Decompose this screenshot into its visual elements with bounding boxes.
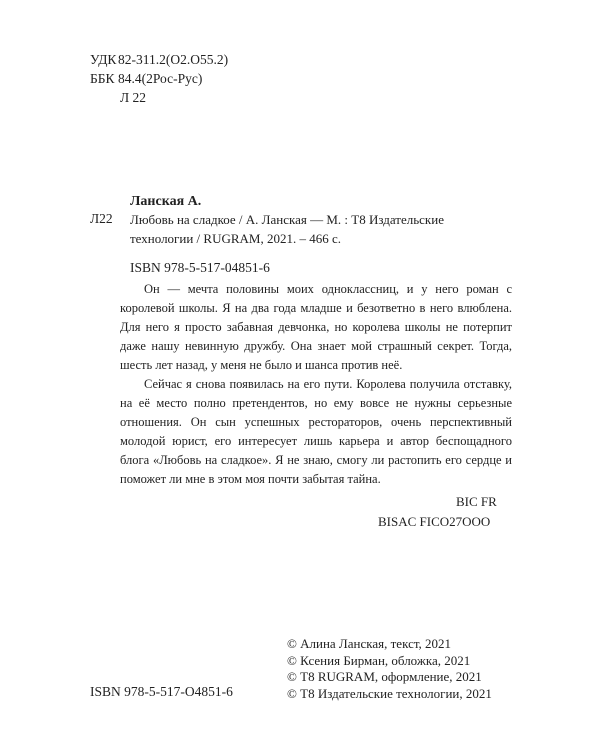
bbk-code: 84.4(2Рос-Рус)	[118, 71, 203, 86]
udk-row	[90, 50, 228, 69]
copyright-line: © Т8 RUGRAM, оформление, 2021	[287, 669, 482, 684]
author-mark: Л 22	[120, 90, 147, 105]
bisac-code: BISAC FICO27OOO	[378, 514, 491, 529]
annotation-paragraph-2: Сейчас я снова появилась на его пути. Королева получила отставку, на её место полно претендентов, но ему вовсе не нужны серьезные отношения. Он сын успешных рестораторов, очень перспективный молодой юрист, его интересует лишь карьера и автор беспощадного блога «Любовь на сладкое». Я не знаю, смогу ли растопить его сердце и поможет ли мне в этом моя почти забытая тайна.	[120, 377, 512, 486]
bbk-row	[90, 69, 228, 88]
isbn-main: ISBN 978-5-517-04851-6	[130, 260, 270, 275]
copyright-line: © Т8 Издательские технологии, 2021	[287, 685, 492, 701]
annotation	[120, 280, 512, 489]
author-name: Ланская А.	[130, 194, 202, 209]
udk-code: 82-311.2(O2.O55.2)	[118, 52, 229, 67]
copyright-line: © Алина Ланская, текст, 2021	[287, 636, 452, 651]
isbn-bottom: ISBN 978-5-517-O4851-6	[90, 684, 233, 699]
bibliographic-entry: Любовь на сладкое / А. Ланская — М. : Т8 Издательские технологии / RUGRAM, 2021. – 466 с.	[130, 212, 444, 246]
copyright-block	[287, 636, 492, 702]
classification-block	[90, 50, 228, 107]
bic-code: BIC FR	[456, 494, 497, 509]
call-number: Л22	[90, 211, 113, 226]
bbk-label: ББК	[90, 71, 115, 86]
copyright-line: © Ксения Бирман, обложка, 2021	[287, 652, 471, 668]
annotation-paragraph-1: Он — мечта половины моих одноклассниц, и у него роман с королевой школы. Я на два года младше и безответно в него влюблена. Для него я просто забавная девчонка, но королева школы не потерпит даже нашу невинную дружбу. Она знает мой страшный секрет. Тогда, шесть лет назад, у меня не было и шанса против неё.	[120, 282, 512, 372]
udk-label: УДК	[90, 52, 117, 67]
